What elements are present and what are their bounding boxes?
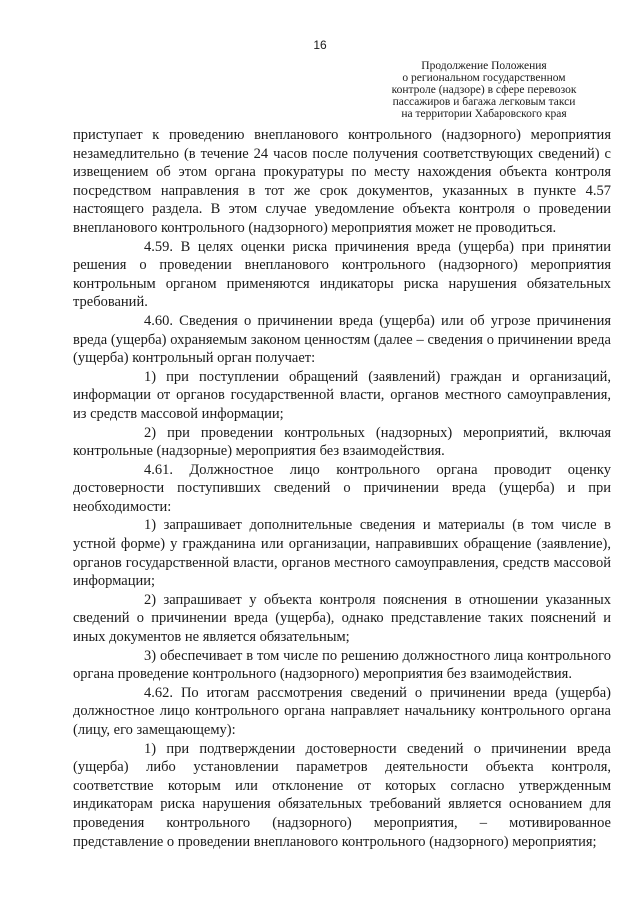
paragraph-4-62: 4.62. По итогам рассмотрения сведений о причинении вреда (ущерба) должностное лицо контрольного органа направляет начальнику контрольного органа (лицу, его замещающему): — [73, 684, 611, 738]
paragraph-continuation: приступает к проведению внепланового контрольного (надзорного) мероприятия незамедлительно (в течение 24 часов после получения соответствующих сведений) с извещением об этом органа прокуратуры по месту нахождения объекта контроля посредством направления в тот же срок документов, указанных в пункте 4.57 настоящего раздела. В этом случае уведомление объекта контроля о проведении внепланового контрольного (надзорного) мероприятия может не проводиться. — [73, 127, 611, 236]
paragraph-4-60-item-1: 1) при поступлении обращений (заявлений) граждан и организаций, информации от органов государственной власти, органов местного самоуправления, из средств массовой информации; — [73, 368, 611, 422]
body-text — [73, 126, 611, 851]
header-line: Продолжение Положения — [421, 60, 547, 72]
header-line: о региональном государственном — [402, 72, 566, 84]
paragraph-4-60-item-2: 2) при проведении контрольных (надзорных) мероприятий, включая контрольные (надзорные) мероприятия без взаимодействия. — [73, 424, 611, 460]
paragraph-4-61-item-2: 2) запрашивает у объекта контроля пояснения в отношении указанных сведений о причинении вреда (ущерба), однако представление таких пояснений и иных документов не является обязательным; — [73, 591, 611, 646]
header-line: на территории Хабаровского края — [401, 108, 567, 120]
paragraph-4-61-item-1: 1) запрашивает дополнительные сведения и материалы (в том числе в устной форме) у гражданина или организации, направивших обращение (заявление), органов государственной власти, органов местного самоуправления, средств массовой информации; — [73, 517, 611, 590]
header-line: пассажиров и багажа легковым такси — [392, 96, 576, 108]
paragraph-4-61: 4.61. Должностное лицо контрольного органа проводит оценку достоверности поступивших сведений о причинении вреда (ущерба) и при необходимости: — [73, 461, 611, 515]
paragraph-4-60: 4.60. Сведения о причинении вреда (ущерба) или об угрозе причинения вреда (ущерба) охраняемым законом ценностям (далее – сведения о причинении вреда (ущерба) контрольный орган получает: — [73, 312, 611, 367]
paragraph-4-59: 4.59. В целях оценки риска причинения вреда (ущерба) при принятии решения о проведении внепланового контрольного (надзорного) мероприятия контрольным органом применяются индикаторы риска нарушения обязательных требований. — [73, 238, 611, 311]
document-header — [364, 60, 604, 120]
paragraph-4-61-item-3: 3) обеспечивает в том числе по решению должностного лица контрольного органа проведение контрольного (надзорного) мероприятия без взаимодействия. — [73, 647, 611, 683]
page-number: 16 — [313, 38, 327, 52]
paragraph-4-62-item-1: 1) при подтверждении достоверности сведений о причинении вреда (ущерба) либо установлении параметров деятельности объекта контроля, соответствие которым или отклонение от которых согласно утвержденным индикаторам риска нарушения обязательных требований является основанием для проведения контрольного (надзорного) мероприятия, – мотивированное представление о проведении внепланового контрольного (надзорного) мероприятия; — [73, 740, 611, 850]
header-line: контроле (надзоре) в сфере перевозок — [391, 84, 577, 96]
